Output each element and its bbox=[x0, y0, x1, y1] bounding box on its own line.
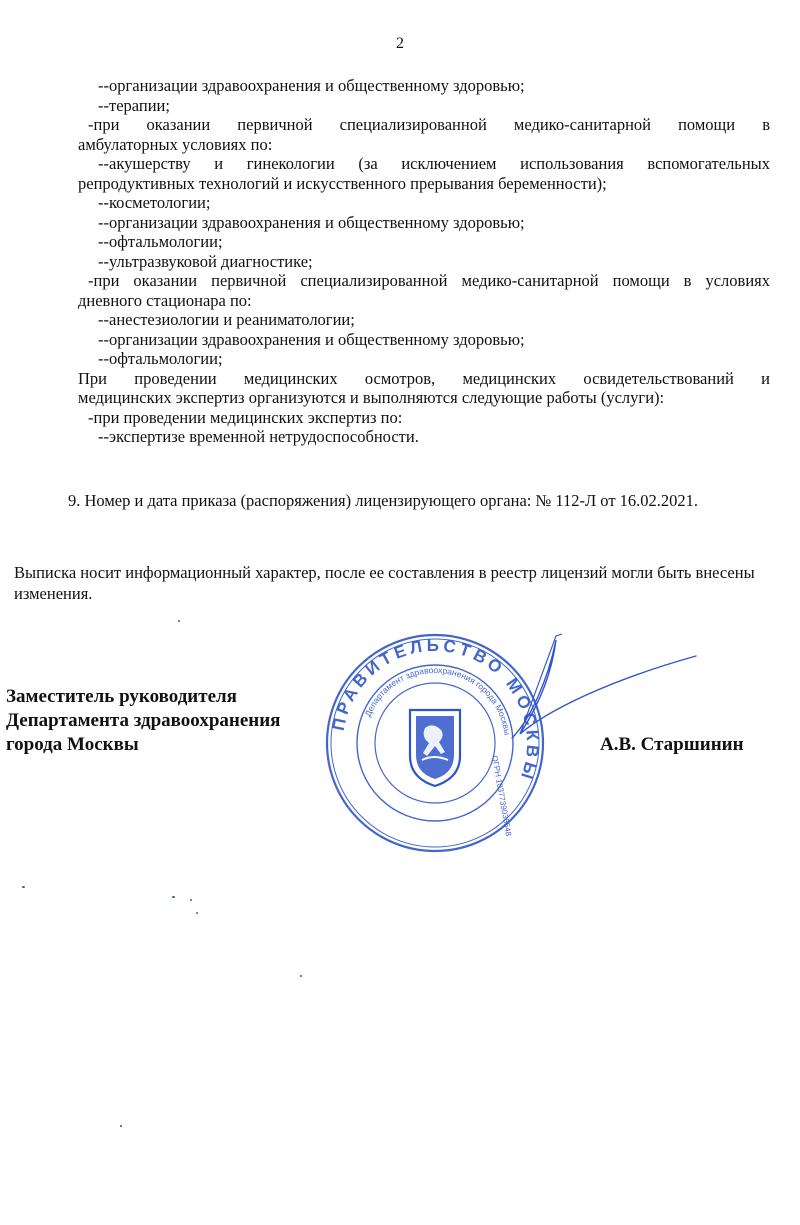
section-heading-cont: медицинских экспертиз организуются и выполняются следующие работы (услуги): bbox=[78, 388, 665, 407]
information-notice: Выписка носит информационный характер, после ее составления в реестр лицензий могли быть внесены изменения. bbox=[14, 563, 755, 603]
order-number-line: 9. Номер и дата приказа (распоряжения) лицензирующего органа: № 112-Л от 16.02.2021. bbox=[68, 491, 699, 510]
section-heading: -при оказании первичной специализированной медико-санитарной помощи в условиях bbox=[88, 271, 770, 290]
scan-speck bbox=[190, 899, 192, 901]
signer-name: А.В. Старшинин bbox=[600, 734, 744, 755]
list-item: --ультразвуковой диагностике; bbox=[98, 251, 313, 271]
list-item: --анестезиологии и реаниматологии; bbox=[98, 310, 355, 329]
list-item-cont: репродуктивных технологий и искусственного прерывания беременности); bbox=[78, 173, 607, 193]
section-heading: При проведении медицинских осмотров, медицинских освидетельствований и bbox=[78, 368, 770, 388]
scan-speck bbox=[120, 1125, 122, 1127]
list-item: --экспертизе временной нетрудоспособности. bbox=[98, 427, 419, 446]
list-item: --организации здравоохранения и общественному здоровью; bbox=[98, 329, 525, 349]
scan-speck bbox=[196, 912, 198, 914]
section-heading-cont: дневного стационара по: bbox=[78, 290, 252, 310]
list-item: --терапии; bbox=[98, 95, 170, 115]
section-heading-cont: амбулаторных условиях по: bbox=[78, 134, 273, 154]
list-item: --организации здравоохранения и общественному здоровью; bbox=[98, 212, 525, 232]
page-number: 2 bbox=[396, 35, 404, 52]
scan-speck bbox=[300, 975, 302, 977]
list-item: --офтальмологии; bbox=[98, 232, 223, 251]
seal-outer-text: ПРАВИТЕЛЬСТВО МОСКВЫ bbox=[328, 635, 543, 785]
list-item: --косметологии; bbox=[98, 193, 211, 212]
list-item: --акушерству и гинекологии (за исключением использования вспомогательных bbox=[98, 154, 770, 173]
signer-position-line: Департамента здравоохранения bbox=[6, 710, 281, 731]
scan-speck bbox=[22, 886, 25, 888]
seal-ogrn: ОГРН 1037739035548 bbox=[490, 754, 514, 837]
list-item: --офтальмологии; bbox=[98, 349, 223, 368]
moscow-coat-of-arms-icon bbox=[410, 710, 460, 786]
license-works-list bbox=[78, 76, 770, 447]
seal-inner-text: Департамент здравоохранения города Москвы bbox=[362, 664, 513, 736]
signer-position-line: Заместитель руководителя bbox=[6, 686, 237, 707]
section-heading: -при проведении медицинских экспертиз по: bbox=[88, 407, 403, 427]
signer-position bbox=[6, 685, 280, 757]
signer-position-line: города Москвы bbox=[6, 734, 139, 755]
handwritten-signature bbox=[460, 630, 700, 750]
scan-speck bbox=[178, 620, 180, 622]
scan-speck bbox=[172, 896, 175, 898]
list-item: --организации здравоохранения и общественному здоровью; bbox=[98, 76, 525, 95]
section-heading: -при оказании первичной специализированной медико-санитарной помощи в bbox=[88, 115, 770, 134]
